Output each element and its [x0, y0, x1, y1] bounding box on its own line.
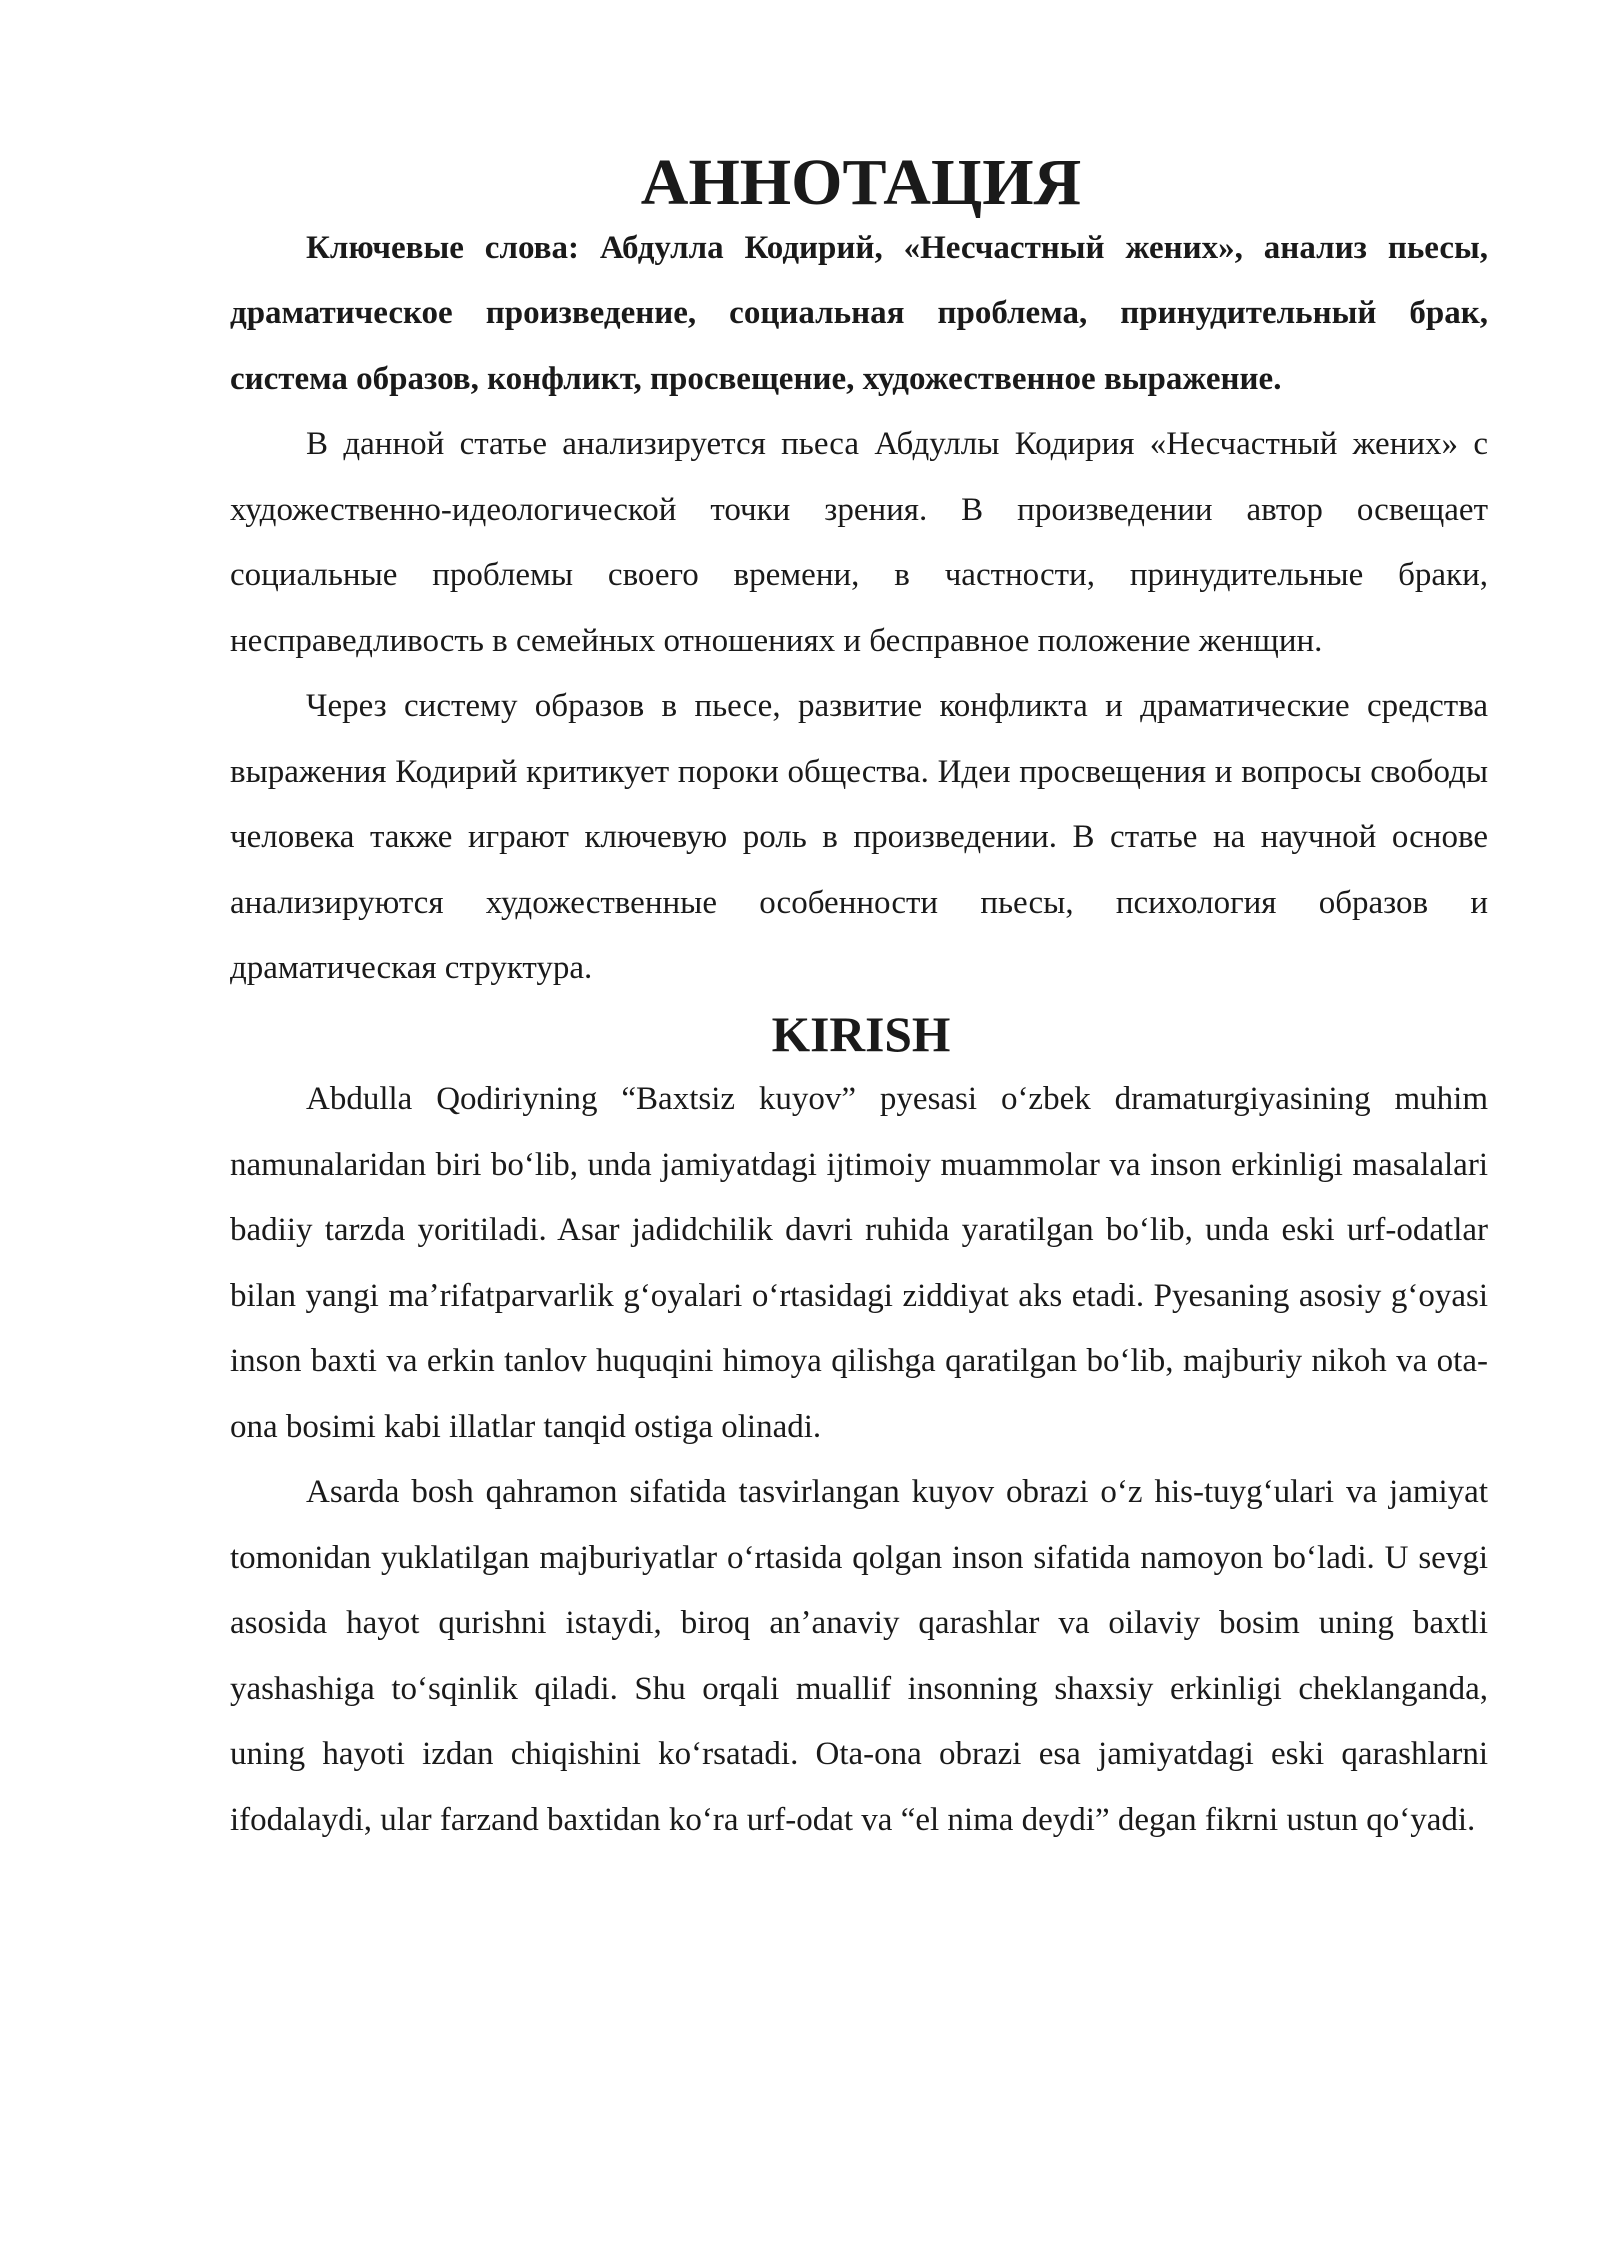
- kirish-paragraph: Asarda bosh qahramon sifatida tasvirlangan kuyov obrazi oʻz his-tuygʻulari va jamiyat tomonidan yuklatilgan majburiyatlar oʻrtasida qolgan inson sifatida namoyon boʻladi. U sevgi asosida hayot qurishni istaydi, biroq anʼanaviy qarashlar va oilaviy bosim uning baxtli yashashiga toʻsqinlik qiladi. Shu orqali muallif insonning shaxsiy erkinligi cheklanganda, uning hayoti izdan chiqishini koʻrsatadi. Ota-ona obrazi esa jamiyatdagi eski qarashlarni ifodalaydi, ular farzand baxtidan koʻra urf-odat va “el nima deydi” degan fikrni ustun qoʻyadi.: [230, 1474, 1488, 1838]
- annotation-heading: АННОТАЦИЯ: [640, 146, 1082, 219]
- kirish-paragraph: Abdulla Qodiriyning “Baxtsiz kuyov” pyesasi oʻzbek dramaturgiyasining muhim namunalaridan biri boʻlib, unda jamiyatdagi ijtimoiy muammolar va inson erkinligi masalalari badiiy tarzda yoritiladi. Asar jadidchilik davri ruhida yaratilgan boʻlib, unda eski urf-odatlar bilan yangi maʼrifatparvarlik gʻoyalari oʻrtasidagi ziddiyat aks etadi. Pyesaning asosiy gʻoyasi inson baxti va erkin tanlov huquqini himoya qilishga qaratilgan boʻlib, majburiy nikoh va ota-ona bosimi kabi illatlar tanqid ostiga olinadi.: [230, 1081, 1488, 1445]
- document-page: [230, 146, 1488, 1853]
- annotation-paragraph: В данной статье анализируется пьеса Абдуллы Кодирия «Несчастный жених» с художественно-идеологической точки зрения. В произведении автор освещает социальные проблемы своего времени, в частности, принудительные браки, несправедливость в семейных отношениях и бесправное положение женщин.: [230, 426, 1488, 659]
- kirish-heading: KIRISH: [771, 1006, 951, 1062]
- annotation-paragraph: Через систему образов в пьесе, развитие конфликта и драматические средства выражения Кодирий критикует пороки общества. Идеи просвещения и вопросы свободы человека также играют ключевую роль в произведении. В статье на научной основе анализируются художественные особенности пьесы, психология образов и драматическая структура.: [230, 688, 1488, 986]
- keywords-paragraph: Ключевые слова: Абдулла Кодирий, «Несчастный жених», анализ пьесы, драматическое произведение, социальная проблема, принудительный брак, система образов, конфликт, просвещение, художественное выражение.: [230, 229, 1488, 397]
